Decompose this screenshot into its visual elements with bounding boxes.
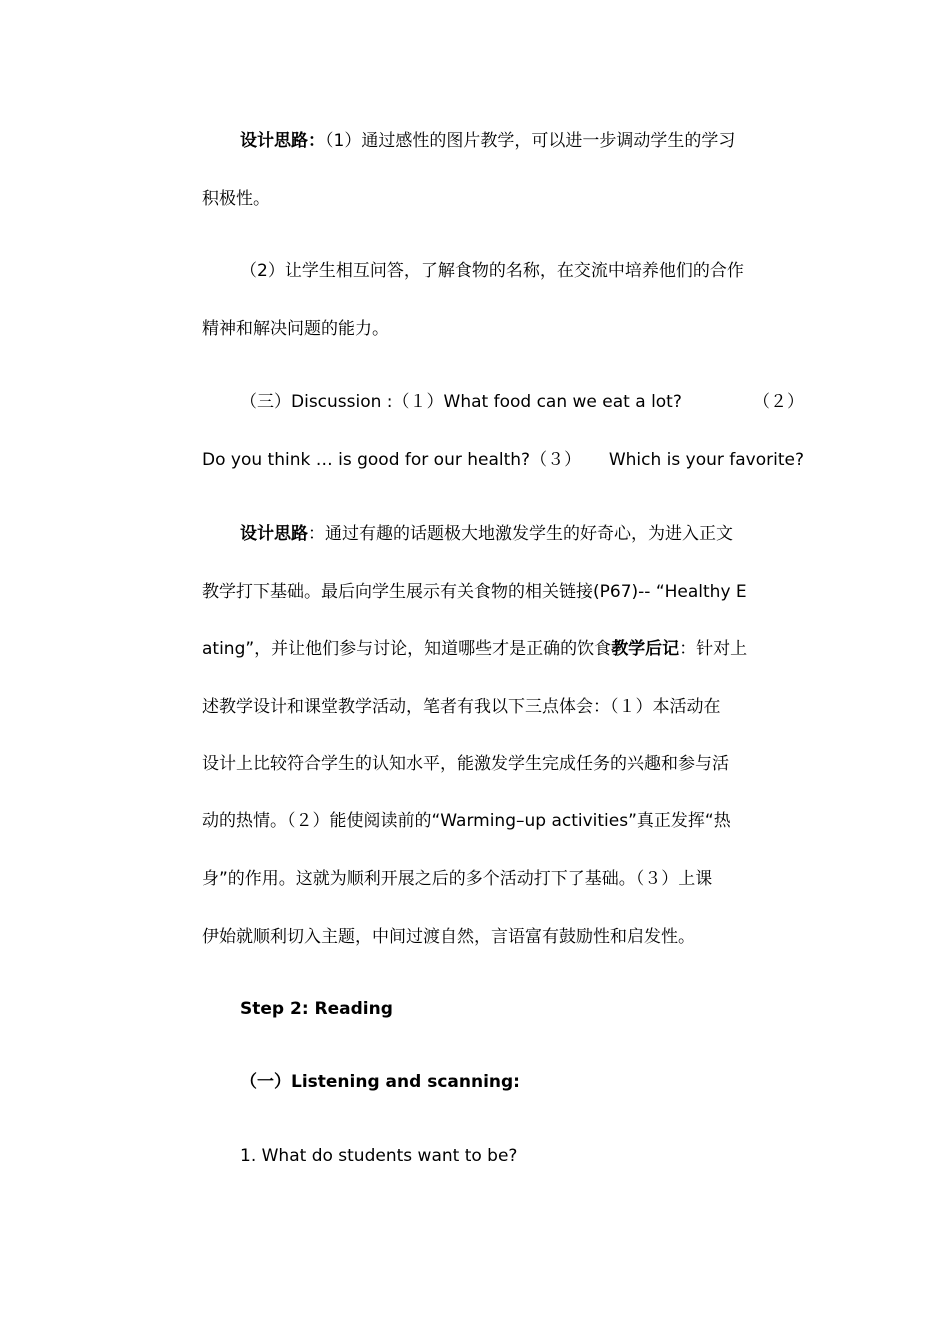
paragraph-1-line-2: 积极性。 <box>202 189 270 209</box>
paragraph-4-line-8: 伊始就顺利切入主题，中间过渡自然，言语富有鼓励性和启发性。 <box>202 927 695 947</box>
listening-scanning-heading: （一）Listening and scanning: <box>240 1072 520 1092</box>
discussion-line-1: （三）Discussion :（１）What food can we eat a lot? （２） <box>240 392 804 412</box>
paragraph-2-line-1: （2）让学生相互问答，了解食物的名称，在交流中培养他们的合作 <box>240 261 744 281</box>
question-1: 1. What do students want to be? <box>240 1146 518 1166</box>
paragraph-1-line-1: 设计思路：（1）通过感性的图片教学，可以进一步调动学生的学习 <box>240 131 736 151</box>
paragraph-4-line-2: 教学打下基础。最后向学生展示有关食物的相关链接(P67)-- “Healthy E <box>202 582 747 602</box>
paragraph-4-line-5: 设计上比较符合学生的认知水平，能激发学生完成任务的兴趣和参与活 <box>202 754 729 774</box>
teaching-reflection-label: 教学后记 <box>611 639 680 659</box>
step-2-heading: Step 2: Reading <box>240 999 393 1019</box>
paragraph-4-line-1: 设计思路：通过有趣的话题极大地激发学生的好奇心，为进入正文 <box>240 524 733 544</box>
discussion-line-2: Do you think … is good for our health?（３） Which is your favorite? <box>202 450 804 470</box>
paragraph-4-line-6: 动的热情。（２）能使阅读前的“Warming–up activities”真正发挥“热 <box>202 811 731 831</box>
design-idea-label: 设计思路： <box>240 131 325 151</box>
paragraph-4-line-3: ating”，并让他们参与讨论，知道哪些才是正确的饮食教学后记：针对上 <box>202 639 748 659</box>
paragraph-4-line-4: 述教学设计和课堂教学活动，笔者有我以下三点体会：（１）本活动在 <box>202 697 721 717</box>
paragraph-2-line-2: 精神和解决问题的能力。 <box>202 319 389 339</box>
design-idea-label-2: 设计思路 <box>240 524 308 544</box>
paragraph-4-line-7: 身”的作用。这就为顺利开展之后的多个活动打下了基础。（３）上课 <box>202 869 713 889</box>
